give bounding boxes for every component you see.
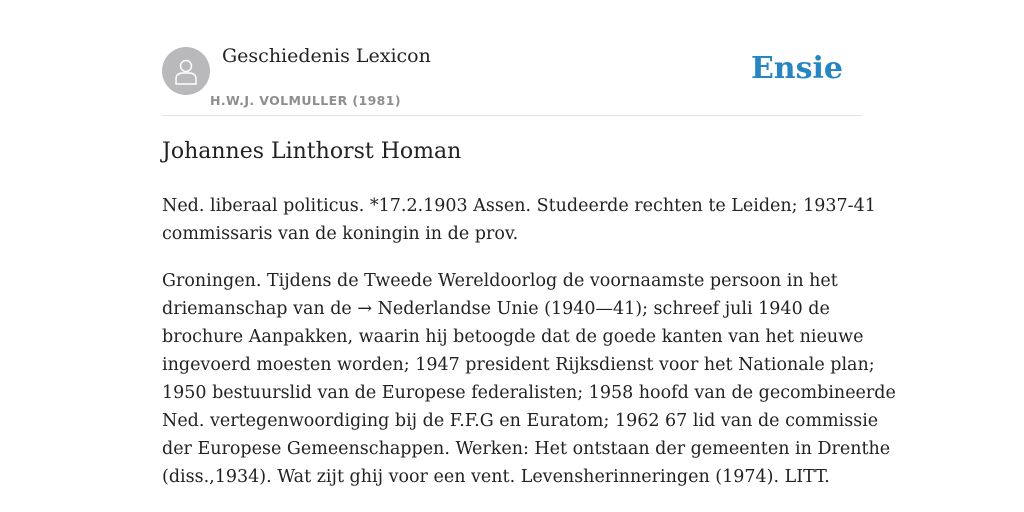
header-divider bbox=[162, 115, 862, 116]
paragraph-line: 1950 bestuurslid van de Europese federalisten; 1958 hoofd van de gecombineerde bbox=[162, 383, 896, 403]
paragraph-text: (1940—41); schreef juli 1940 de bbox=[538, 299, 830, 319]
author-avatar[interactable] bbox=[162, 47, 210, 95]
paragraph-line: commissaris van de koningin in de prov. bbox=[162, 224, 519, 244]
user-avatar-icon bbox=[174, 57, 198, 85]
paragraph-line: Ned. liberaal politicus. *17.2.1903 Assen. Studeerde rechten te Leiden; 1937-41 bbox=[162, 196, 876, 216]
paragraph-line: (diss.,1934). Wat zijt ghij voor een vent. Levensherinneringen (1974). LITT. bbox=[162, 467, 830, 487]
lexicon-title[interactable]: Geschiedenis Lexicon bbox=[222, 45, 431, 67]
paragraph-line bbox=[162, 295, 867, 323]
paragraph-text: driemanschap van de bbox=[162, 299, 358, 319]
paragraph-line: Groningen. Tijdens de Tweede Wereldoorlog de voornaamste persoon in het bbox=[162, 271, 838, 291]
paragraph-line: ingevoerd moesten worden; 1947 president Rijksdienst voor het Nationale plan; bbox=[162, 355, 875, 375]
nederlandse-unie-link[interactable]: → Nederlandse Unie bbox=[357, 299, 539, 319]
paragraph-line: der Europese Gemeenschappen. Werken: Het ontstaan der gemeenten in Drenthe bbox=[162, 439, 891, 459]
paragraph-line: brochure Aanpakken, waarin hij betoogde dat de goede kanten van het nieuwe bbox=[162, 327, 864, 347]
article-paragraph-1 bbox=[162, 192, 876, 248]
article-paragraph-2 bbox=[162, 267, 896, 491]
ensie-logo[interactable]: Ensie bbox=[750, 51, 843, 86]
paragraph-line: Ned. vertegenwoordiging bij de F.F.G en Euratom; 1962 67 lid van de commissie bbox=[162, 411, 879, 431]
article-title: Johannes Linthorst Homan bbox=[162, 139, 462, 164]
author-credit[interactable]: H.W.J. VOLMULLER (1981) bbox=[210, 93, 401, 108]
